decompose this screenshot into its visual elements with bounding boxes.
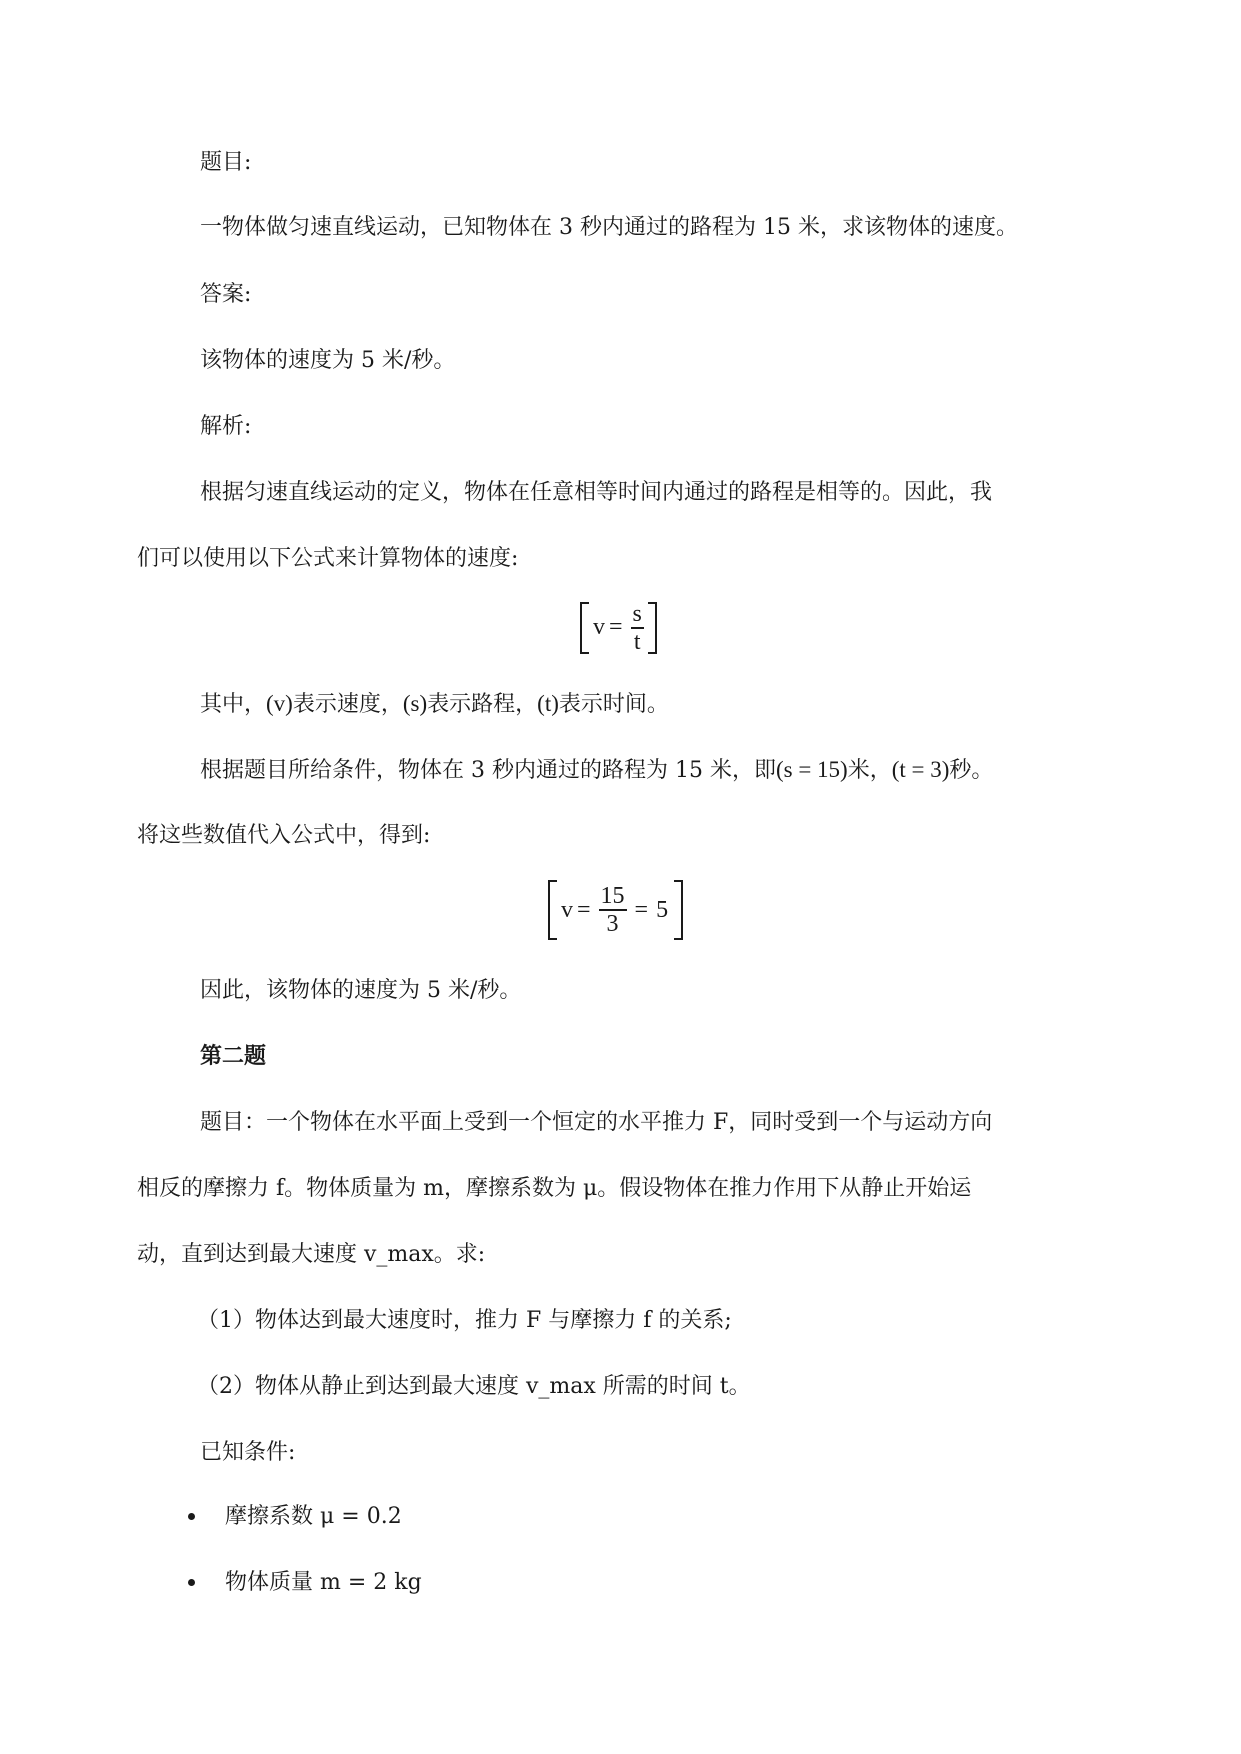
formula-lhs: v <box>561 896 573 923</box>
known-label: 已知条件: <box>200 1440 296 1465</box>
question2-line-2: 相反的摩擦力 f。物体质量为 m，摩擦系数为 μ。假设物体在推力作用下从静止开始运 <box>137 1176 972 1201</box>
bracket-left <box>580 602 589 654</box>
given-text-a: 根据题目所给条件，物体在 3 秒内通过的路程为 15 米，即 <box>200 758 776 783</box>
formula-fraction <box>599 883 627 937</box>
bracket-right <box>674 880 683 940</box>
given-conditions <box>200 755 993 786</box>
var-s: (s) <box>402 691 428 716</box>
conclusion-text: 因此，该物体的速度为 5 米/秒。 <box>200 978 522 1003</box>
var-t: (t) <box>537 691 559 716</box>
fraction-numerator: 15 <box>600 883 625 910</box>
known-item: 摩擦系数 μ = 0.2 <box>225 1504 402 1529</box>
answer-label: 答案: <box>200 282 252 307</box>
question-text: 一物体做匀速直线运动，已知物体在 3 秒内通过的路程为 15 米，求该物体的速度。 <box>200 215 1018 240</box>
bracket-left <box>548 880 557 940</box>
sub-question-2: （2）物体从静止到达到最大速度 v_max 所需的时间 t。 <box>197 1374 751 1399</box>
bullet-icon <box>188 1579 195 1586</box>
formula-equals: = <box>609 614 623 641</box>
analysis-label: 解析: <box>200 414 252 439</box>
formula-fraction <box>631 601 644 655</box>
var-t-desc: 表示时间。 <box>558 692 669 717</box>
substitute-text: 将这些数值代入公式中，得到: <box>137 823 431 848</box>
analysis-line-1: 根据匀速直线运动的定义，物体在任意相等时间内通过的路程是相等的。因此，我 <box>200 480 993 505</box>
question2-line-1: 题目：一个物体在水平面上受到一个恒定的水平推力 F，同时受到一个与运动方向 <box>200 1110 993 1135</box>
bracket-right <box>648 602 657 654</box>
var-v-desc: 表示速度， <box>292 692 403 717</box>
fraction-numerator: s <box>632 601 642 627</box>
analysis-line-2: 们可以使用以下公式来计算物体的速度: <box>137 546 519 571</box>
formula-equals-2: = <box>634 896 649 923</box>
formula-calculation <box>548 880 683 940</box>
fraction-denominator: 3 <box>606 910 619 937</box>
bullet-icon <box>188 1513 195 1520</box>
fraction-denominator: t <box>633 628 641 655</box>
formula-result: 5 <box>656 896 669 923</box>
var-s-desc: 表示路程， <box>427 692 538 717</box>
formula-velocity <box>580 601 657 655</box>
given-s: (s = 15) <box>775 757 848 782</box>
given-t: (t = 3) <box>891 757 950 782</box>
where-prefix: 其中， <box>200 692 267 717</box>
question2-line-3: 动，直到达到最大速度 v_max。求: <box>137 1242 486 1267</box>
var-v: (v) <box>266 691 293 716</box>
variable-definitions <box>200 689 669 720</box>
question-label: 题目: <box>200 150 252 175</box>
known-item: 物体质量 m = 2 kg <box>225 1570 422 1595</box>
section-heading: 第二题 <box>200 1044 267 1069</box>
answer-text: 该物体的速度为 5 米/秒。 <box>200 348 456 373</box>
formula-equals: = <box>577 896 591 923</box>
given-text-c: 秒。 <box>949 758 994 783</box>
formula-lhs: v <box>593 614 605 641</box>
sub-question-1: （1）物体达到最大速度时，推力 F 与摩擦力 f 的关系; <box>197 1308 732 1333</box>
given-text-b: 米， <box>847 758 892 783</box>
